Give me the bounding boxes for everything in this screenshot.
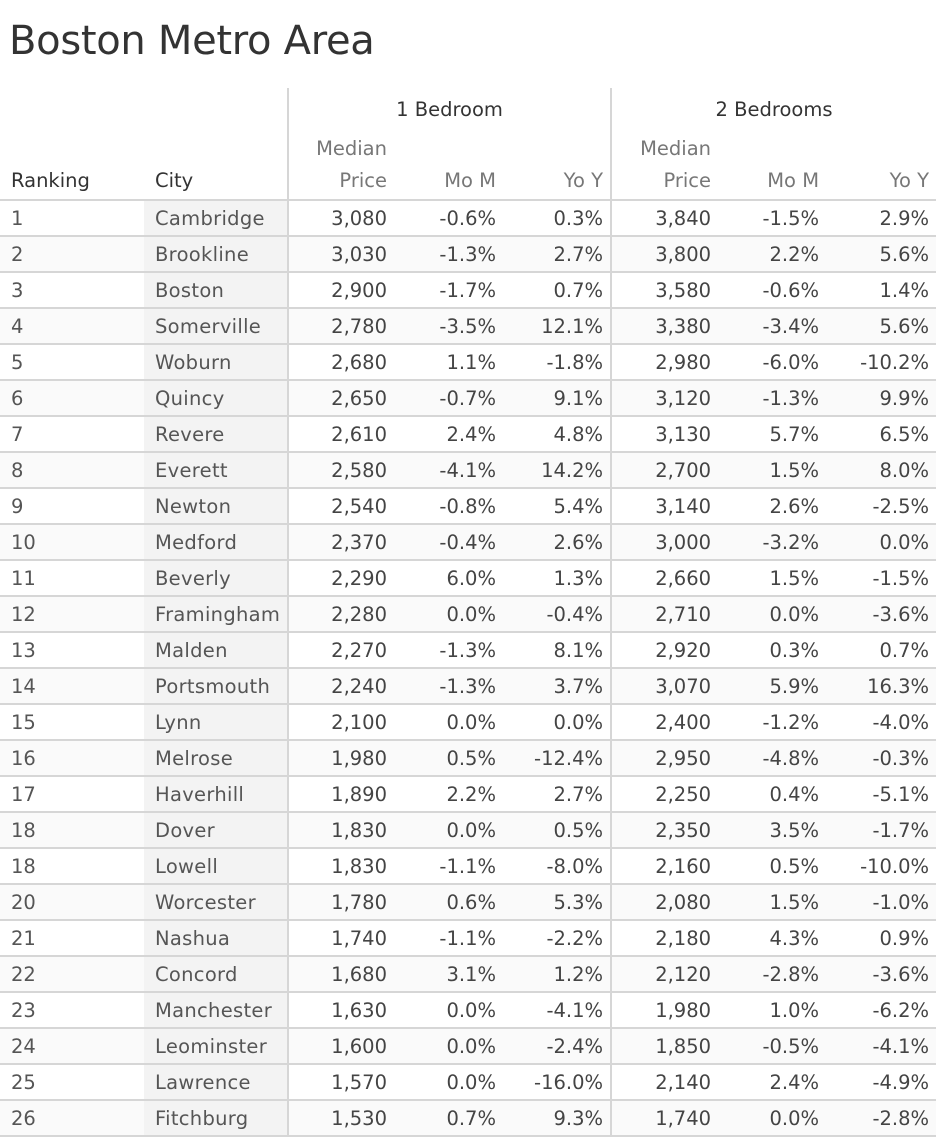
- yoy-2br-cell: -0.3%: [826, 740, 936, 776]
- city-cell: Concord: [144, 956, 288, 992]
- city-cell: Nashua: [144, 920, 288, 956]
- group-header-1-bedroom: 1 Bedroom: [288, 88, 611, 130]
- city-cell: Melrose: [144, 740, 288, 776]
- yoy-1br-cell: 2.6%: [503, 524, 611, 560]
- rank-cell: 18: [0, 848, 144, 884]
- mom-1br-cell: -4.1%: [394, 452, 503, 488]
- rank-cell: 9: [0, 488, 144, 524]
- mom-2br-cell: 0.5%: [718, 848, 826, 884]
- median-price-2br-cell: 2,250: [611, 776, 718, 812]
- yoy-1br-cell: 0.7%: [503, 272, 611, 308]
- table-row: [0, 1064, 936, 1100]
- yoy-2br-cell: -4.0%: [826, 704, 936, 740]
- table-row: [0, 488, 936, 524]
- table-row: [0, 524, 936, 560]
- city-cell: Somerville: [144, 308, 288, 344]
- mom-1br-cell: 2.2%: [394, 776, 503, 812]
- table-body: [0, 200, 936, 1136]
- table-row: [0, 740, 936, 776]
- city-cell: Cambridge: [144, 200, 288, 236]
- table-row: [0, 200, 936, 236]
- median-price-header-1br: [288, 130, 394, 200]
- yoy-2br-cell: -4.1%: [826, 1028, 936, 1064]
- yoy-1br-cell: 14.2%: [503, 452, 611, 488]
- rank-cell: 11: [0, 560, 144, 596]
- city-cell: Lynn: [144, 704, 288, 740]
- median-price-1br-cell: 2,270: [288, 632, 394, 668]
- yoy-1br-cell: -1.8%: [503, 344, 611, 380]
- mom-2br-cell: 2.4%: [718, 1064, 826, 1100]
- city-cell: Haverhill: [144, 776, 288, 812]
- table-row: [0, 308, 936, 344]
- table-row: [0, 344, 936, 380]
- city-cell: Leominster: [144, 1028, 288, 1064]
- yoy-1br-cell: 5.4%: [503, 488, 611, 524]
- mom-2br-cell: 1.5%: [718, 452, 826, 488]
- rank-cell: 1: [0, 200, 144, 236]
- city-cell: Beverly: [144, 560, 288, 596]
- yoy-2br-cell: 1.4%: [826, 272, 936, 308]
- mom-2br-cell: -4.8%: [718, 740, 826, 776]
- median-price-2br-cell: 1,740: [611, 1100, 718, 1136]
- yoy-1br-cell: 0.0%: [503, 704, 611, 740]
- median-price-2br-cell: 2,920: [611, 632, 718, 668]
- rank-cell: 17: [0, 776, 144, 812]
- yoy-2br-cell: -5.1%: [826, 776, 936, 812]
- median-price-2br-cell: 3,000: [611, 524, 718, 560]
- median-price-1br-cell: 2,650: [288, 380, 394, 416]
- median-price-1br-cell: 3,080: [288, 200, 394, 236]
- city-cell: Malden: [144, 632, 288, 668]
- mom-2br-cell: 1.5%: [718, 560, 826, 596]
- yoy-2br-cell: 16.3%: [826, 668, 936, 704]
- rank-cell: 8: [0, 452, 144, 488]
- yoy-1br-cell: 3.7%: [503, 668, 611, 704]
- mom-1br-cell: 0.0%: [394, 992, 503, 1028]
- mom-2br-cell: 1.5%: [718, 884, 826, 920]
- median-price-1br-cell: 1,600: [288, 1028, 394, 1064]
- rank-cell: 18: [0, 812, 144, 848]
- mom-2br-cell: -3.2%: [718, 524, 826, 560]
- group-header-empty: [144, 88, 288, 130]
- median-price-1br-cell: 1,680: [288, 956, 394, 992]
- ranking-header: Ranking: [0, 130, 144, 200]
- group-header-empty: [0, 88, 144, 130]
- mom-1br-cell: -1.1%: [394, 920, 503, 956]
- mom-1br-cell: -1.3%: [394, 668, 503, 704]
- mom-2br-cell: 0.0%: [718, 596, 826, 632]
- median-price-1br-cell: 2,900: [288, 272, 394, 308]
- city-cell: Lowell: [144, 848, 288, 884]
- mom-1br-cell: -1.3%: [394, 632, 503, 668]
- yoy-1br-cell: 2.7%: [503, 236, 611, 272]
- median-price-2br-cell: 2,660: [611, 560, 718, 596]
- yoy-2br-cell: 0.7%: [826, 632, 936, 668]
- median-price-1br-cell: 2,280: [288, 596, 394, 632]
- table-row: [0, 1028, 936, 1064]
- mom-1br-cell: -3.5%: [394, 308, 503, 344]
- mom-2br-cell: 0.4%: [718, 776, 826, 812]
- mom-2br-cell: 0.3%: [718, 632, 826, 668]
- table-row: [0, 632, 936, 668]
- median-price-1br-cell: 2,240: [288, 668, 394, 704]
- median-price-1br-cell: 1,570: [288, 1064, 394, 1100]
- yoy-2br-cell: -2.5%: [826, 488, 936, 524]
- median-label: Median: [640, 137, 712, 160]
- yoy-1br-cell: -2.2%: [503, 920, 611, 956]
- mom-2br-cell: -1.5%: [718, 200, 826, 236]
- median-price-1br-cell: 3,030: [288, 236, 394, 272]
- table-row: [0, 560, 936, 596]
- table-row: [0, 668, 936, 704]
- city-cell: Worcester: [144, 884, 288, 920]
- mom-1br-cell: -0.6%: [394, 200, 503, 236]
- rank-cell: 6: [0, 380, 144, 416]
- mom-2br-cell: -1.3%: [718, 380, 826, 416]
- mom-2br-cell: 2.2%: [718, 236, 826, 272]
- mom-1br-cell: -1.1%: [394, 848, 503, 884]
- yoy-1br-cell: 12.1%: [503, 308, 611, 344]
- yoy-2br-cell: 0.0%: [826, 524, 936, 560]
- median-price-2br-cell: 2,400: [611, 704, 718, 740]
- yoy-1br-cell: 2.7%: [503, 776, 611, 812]
- yoy-2br-cell: -1.7%: [826, 812, 936, 848]
- yoy-1br-cell: -12.4%: [503, 740, 611, 776]
- yoy-1br-cell: 9.3%: [503, 1100, 611, 1136]
- median-price-1br-cell: 2,100: [288, 704, 394, 740]
- mom-1br-cell: -0.4%: [394, 524, 503, 560]
- rank-cell: 7: [0, 416, 144, 452]
- median-price-2br-cell: 2,160: [611, 848, 718, 884]
- median-price-1br-cell: 2,580: [288, 452, 394, 488]
- mom-1br-cell: 6.0%: [394, 560, 503, 596]
- rank-cell: 23: [0, 992, 144, 1028]
- table-row: [0, 272, 936, 308]
- table-row: [0, 812, 936, 848]
- median-price-2br-cell: 2,350: [611, 812, 718, 848]
- mom-2br-cell: 3.5%: [718, 812, 826, 848]
- yoy-1br-cell: 5.3%: [503, 884, 611, 920]
- table-row: [0, 416, 936, 452]
- table-row: [0, 848, 936, 884]
- table-row: [0, 380, 936, 416]
- mom-1br-cell: -1.3%: [394, 236, 503, 272]
- rank-cell: 2: [0, 236, 144, 272]
- city-cell: Portsmouth: [144, 668, 288, 704]
- yoy-2br-cell: -3.6%: [826, 596, 936, 632]
- rank-cell: 20: [0, 884, 144, 920]
- yoy-1br-cell: -4.1%: [503, 992, 611, 1028]
- rank-cell: 13: [0, 632, 144, 668]
- rank-cell: 15: [0, 704, 144, 740]
- median-price-2br-cell: 3,580: [611, 272, 718, 308]
- column-header-row: [0, 130, 936, 200]
- median-price-header-2br: [611, 130, 718, 200]
- yoy-2br-cell: -6.2%: [826, 992, 936, 1028]
- rank-cell: 3: [0, 272, 144, 308]
- median-price-1br-cell: 2,540: [288, 488, 394, 524]
- city-cell: Revere: [144, 416, 288, 452]
- median-price-1br-cell: 1,980: [288, 740, 394, 776]
- table-row: [0, 1100, 936, 1136]
- mom-2br-cell: 5.9%: [718, 668, 826, 704]
- city-cell: Boston: [144, 272, 288, 308]
- rank-cell: 26: [0, 1100, 144, 1136]
- yoy-header-2br: Yo Y: [826, 130, 936, 200]
- table-row: [0, 236, 936, 272]
- median-price-1br-cell: 1,830: [288, 812, 394, 848]
- yoy-2br-cell: -1.0%: [826, 884, 936, 920]
- table-row: [0, 776, 936, 812]
- median-price-2br-cell: 2,980: [611, 344, 718, 380]
- median-price-1br-cell: 1,830: [288, 848, 394, 884]
- rank-cell: 25: [0, 1064, 144, 1100]
- city-cell: Quincy: [144, 380, 288, 416]
- city-cell: Dover: [144, 812, 288, 848]
- median-price-2br-cell: 2,710: [611, 596, 718, 632]
- yoy-2br-cell: 9.9%: [826, 380, 936, 416]
- mom-1br-cell: 0.0%: [394, 704, 503, 740]
- group-header-row: [0, 88, 936, 130]
- mom-1br-cell: 1.1%: [394, 344, 503, 380]
- yoy-2br-cell: 5.6%: [826, 308, 936, 344]
- mom-1br-cell: 3.1%: [394, 956, 503, 992]
- rank-cell: 4: [0, 308, 144, 344]
- yoy-2br-cell: 0.9%: [826, 920, 936, 956]
- city-cell: Brookline: [144, 236, 288, 272]
- median-price-1br-cell: 1,740: [288, 920, 394, 956]
- table-row: [0, 920, 936, 956]
- table-row: [0, 452, 936, 488]
- median-price-2br-cell: 2,120: [611, 956, 718, 992]
- mom-1br-cell: 0.6%: [394, 884, 503, 920]
- median-price-1br-cell: 1,780: [288, 884, 394, 920]
- table-row: [0, 884, 936, 920]
- mom-1br-cell: -0.8%: [394, 488, 503, 524]
- yoy-2br-cell: -2.8%: [826, 1100, 936, 1136]
- median-price-1br-cell: 2,610: [288, 416, 394, 452]
- median-price-2br-cell: 2,950: [611, 740, 718, 776]
- median-price-1br-cell: 1,630: [288, 992, 394, 1028]
- price-label: Price: [663, 169, 712, 192]
- rank-cell: 5: [0, 344, 144, 380]
- mom-2br-cell: 2.6%: [718, 488, 826, 524]
- rent-table: [0, 88, 936, 1137]
- yoy-1br-cell: -16.0%: [503, 1064, 611, 1100]
- yoy-1br-cell: 9.1%: [503, 380, 611, 416]
- median-price-1br-cell: 2,290: [288, 560, 394, 596]
- mom-1br-cell: 0.0%: [394, 812, 503, 848]
- median-price-2br-cell: 2,080: [611, 884, 718, 920]
- table-row: [0, 596, 936, 632]
- rank-cell: 10: [0, 524, 144, 560]
- price-label: Price: [339, 169, 387, 192]
- yoy-2br-cell: -10.2%: [826, 344, 936, 380]
- rank-cell: 12: [0, 596, 144, 632]
- mom-2br-cell: 5.7%: [718, 416, 826, 452]
- rank-cell: 21: [0, 920, 144, 956]
- mom-1br-cell: -0.7%: [394, 380, 503, 416]
- yoy-1br-cell: 0.3%: [503, 200, 611, 236]
- yoy-1br-cell: 1.3%: [503, 560, 611, 596]
- median-price-2br-cell: 3,800: [611, 236, 718, 272]
- median-label: Median: [316, 137, 387, 160]
- yoy-1br-cell: 1.2%: [503, 956, 611, 992]
- mom-2br-cell: -0.6%: [718, 272, 826, 308]
- city-cell: Lawrence: [144, 1064, 288, 1100]
- mom-1br-cell: 0.0%: [394, 1028, 503, 1064]
- mom-1br-cell: -1.7%: [394, 272, 503, 308]
- median-price-2br-cell: 1,850: [611, 1028, 718, 1064]
- mom-1br-cell: 0.5%: [394, 740, 503, 776]
- city-cell: Framingham: [144, 596, 288, 632]
- yoy-1br-cell: 8.1%: [503, 632, 611, 668]
- yoy-1br-cell: -0.4%: [503, 596, 611, 632]
- mom-2br-cell: -1.2%: [718, 704, 826, 740]
- yoy-2br-cell: 6.5%: [826, 416, 936, 452]
- yoy-header-1br: Yo Y: [503, 130, 611, 200]
- median-price-1br-cell: 2,780: [288, 308, 394, 344]
- median-price-2br-cell: 3,380: [611, 308, 718, 344]
- yoy-1br-cell: -8.0%: [503, 848, 611, 884]
- rank-cell: 22: [0, 956, 144, 992]
- mom-header-2br: Mo M: [718, 130, 826, 200]
- yoy-2br-cell: -3.6%: [826, 956, 936, 992]
- median-price-2br-cell: 3,840: [611, 200, 718, 236]
- mom-2br-cell: 4.3%: [718, 920, 826, 956]
- group-header-2-bedrooms: 2 Bedrooms: [611, 88, 936, 130]
- mom-1br-cell: 0.7%: [394, 1100, 503, 1136]
- mom-2br-cell: 1.0%: [718, 992, 826, 1028]
- city-cell: Fitchburg: [144, 1100, 288, 1136]
- median-price-2br-cell: 2,180: [611, 920, 718, 956]
- yoy-2br-cell: -1.5%: [826, 560, 936, 596]
- median-price-1br-cell: 1,890: [288, 776, 394, 812]
- mom-header-1br: Mo M: [394, 130, 503, 200]
- yoy-2br-cell: -4.9%: [826, 1064, 936, 1100]
- yoy-2br-cell: 2.9%: [826, 200, 936, 236]
- median-price-2br-cell: 3,070: [611, 668, 718, 704]
- yoy-1br-cell: -2.4%: [503, 1028, 611, 1064]
- yoy-1br-cell: 0.5%: [503, 812, 611, 848]
- mom-2br-cell: 0.0%: [718, 1100, 826, 1136]
- median-price-2br-cell: 2,700: [611, 452, 718, 488]
- yoy-2br-cell: -10.0%: [826, 848, 936, 884]
- city-cell: Manchester: [144, 992, 288, 1028]
- median-price-2br-cell: 3,120: [611, 380, 718, 416]
- mom-2br-cell: -0.5%: [718, 1028, 826, 1064]
- mom-2br-cell: -3.4%: [718, 308, 826, 344]
- rank-cell: 16: [0, 740, 144, 776]
- mom-1br-cell: 0.0%: [394, 1064, 503, 1100]
- median-price-1br-cell: 1,530: [288, 1100, 394, 1136]
- table-row: [0, 992, 936, 1028]
- median-price-2br-cell: 3,130: [611, 416, 718, 452]
- table-row: [0, 704, 936, 740]
- median-price-1br-cell: 2,370: [288, 524, 394, 560]
- median-price-2br-cell: 1,980: [611, 992, 718, 1028]
- mom-1br-cell: 0.0%: [394, 596, 503, 632]
- yoy-2br-cell: 8.0%: [826, 452, 936, 488]
- median-price-2br-cell: 3,140: [611, 488, 718, 524]
- mom-2br-cell: -6.0%: [718, 344, 826, 380]
- city-cell: Everett: [144, 452, 288, 488]
- median-price-2br-cell: 2,140: [611, 1064, 718, 1100]
- yoy-2br-cell: 5.6%: [826, 236, 936, 272]
- page-title: Boston Metro Area: [9, 18, 375, 64]
- yoy-1br-cell: 4.8%: [503, 416, 611, 452]
- rank-cell: 14: [0, 668, 144, 704]
- city-cell: Woburn: [144, 344, 288, 380]
- table-row: [0, 956, 936, 992]
- mom-2br-cell: -2.8%: [718, 956, 826, 992]
- mom-1br-cell: 2.4%: [394, 416, 503, 452]
- rank-cell: 24: [0, 1028, 144, 1064]
- median-price-1br-cell: 2,680: [288, 344, 394, 380]
- city-cell: Newton: [144, 488, 288, 524]
- city-cell: Medford: [144, 524, 288, 560]
- city-header: City: [144, 130, 288, 200]
